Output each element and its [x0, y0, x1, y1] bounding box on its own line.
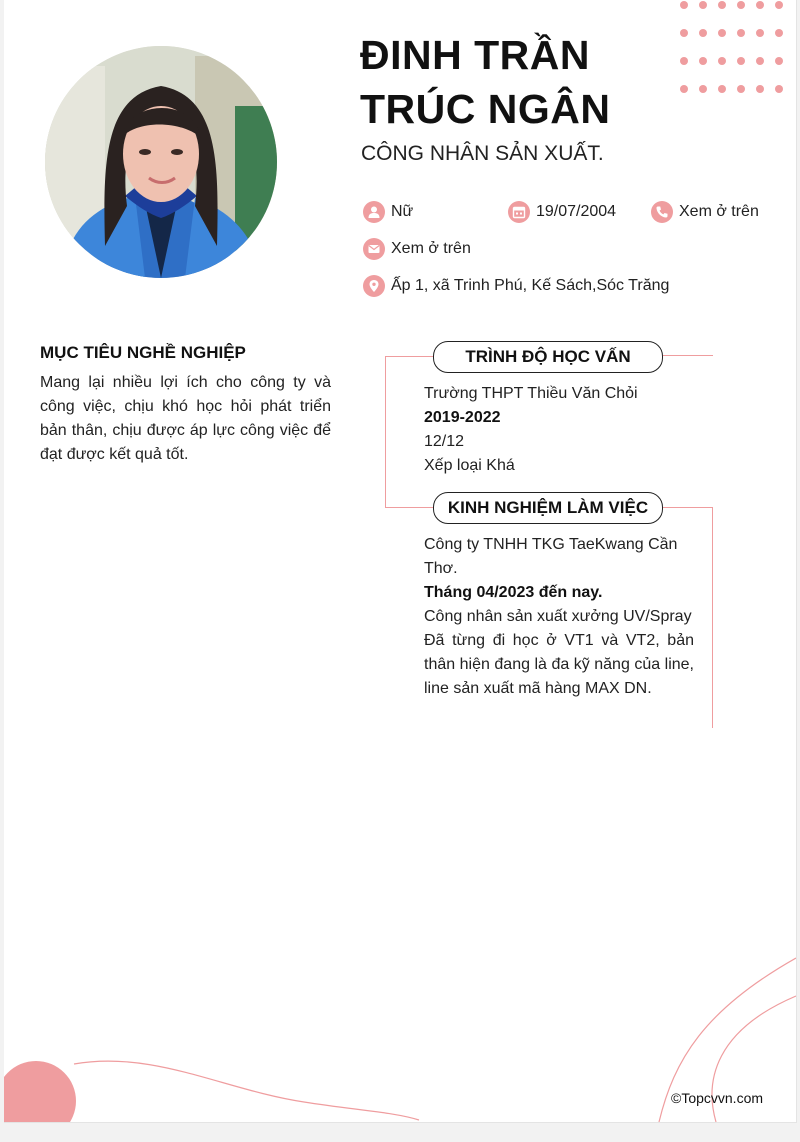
education-school: Trường THPT Thiều Văn Chỏi [424, 385, 638, 402]
education-grade: 12/12 [424, 433, 465, 450]
experience-position: Công nhân sản xuất xưởng UV/Spray [424, 608, 692, 625]
education-rank: Xếp loại Khá [424, 457, 515, 474]
name-line-1: ĐINH TRẦN [360, 32, 590, 78]
cv-page [4, 0, 797, 1123]
gender-value: Nữ [391, 203, 414, 220]
birthday-value: 19/07/2004 [536, 203, 617, 220]
address-value: Ấp 1, xã Trinh Phú, Kế Sách,Sóc Trăng [391, 277, 670, 294]
phone-value: Xem ở trên [679, 203, 759, 220]
name-line-2: TRÚC NGÂN [360, 86, 611, 132]
job-title: CÔNG NHÂN SẢN XUẤT. [361, 142, 604, 165]
objective-heading: MỤC TIÊU NGHỀ NGHIỆP [40, 343, 246, 362]
education-years: 2019-2022 [424, 409, 501, 426]
email-value: Xem ở trên [391, 240, 471, 257]
decorative-footer-curves [4, 0, 796, 1122]
experience-period: Tháng 04/2023 đến nay. [424, 584, 603, 601]
experience-company: Công ty TNHH TKG TaeKwang Cần Thơ. [424, 536, 678, 577]
copyright-text: ©Topcvvn.com [671, 1090, 764, 1106]
experience-heading: KINH NGHIỆM LÀM VIỆC [433, 492, 663, 524]
objective-text: Mang lại nhiều lợi ích cho công ty và công việc, chịu khó học hỏi phát triển bản thân, chịu được áp lực công việc để đạt được kết quả tốt. [40, 374, 331, 463]
education-heading: TRÌNH ĐỘ HỌC VẤN [433, 341, 663, 373]
experience-description: Đã từng đi học ở VT1 và VT2, bản thân hiện đang là đa kỹ năng của line, line sản xuất mã hàng MAX DN. [424, 632, 694, 697]
